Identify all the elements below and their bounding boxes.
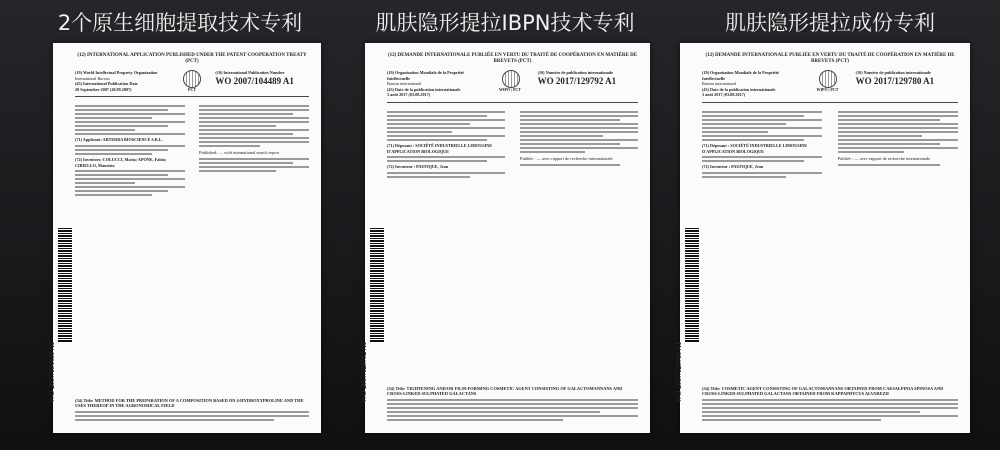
publication-date-label: (43) International Publication Date: [75, 81, 138, 87]
publication-number-label: (10) Numéro de publication internationale: [855, 70, 931, 75]
publication-date: 3 août 2017 (03.08.2017): [387, 92, 431, 98]
wipo-emblem-icon: WIPO | PCT: [812, 70, 842, 90]
organization: (19) Organisation Mondiale de la Propriété Intellectuelle: [702, 70, 780, 81]
heading-cell-extraction-patents: 2个原生细胞提取技术专利: [57, 11, 303, 35]
inventors: (72) Inventeur : PAUFIQUE, Jean: [702, 164, 764, 170]
applicant: (71) Applicant: ARTERRA BIOSCIENCE S.R.L.: [75, 137, 163, 143]
publication-number: WO 2007/104489 A1: [215, 75, 294, 86]
organization: (19) Organisation Mondiale de la Propriété Intellectuelle: [387, 70, 465, 81]
side-publication-number: WO 2007/104489 A1: [48, 341, 56, 403]
publication-date: 20 September 2007 (20.09.2007): [75, 86, 132, 92]
patent-title: (54) Title: METHOD FOR THE PREPARATION OF A COMPOSITION BASED ON 4-HYDROXYPROLINE AND THE USES THEREOF IN THE AGRONOMICAL FIELD: [75, 397, 304, 409]
side-publication-number: WO 2017/129780 A1: [675, 341, 683, 403]
patent-title: (54) Title: COSMETIC AGENT CONSISTING OF GALACTOMANNANS OBTAINED FROM CAESALPINIA SPINOSA AND CROSS-LINKED SULPHATED GALACTANS OBTAINED FROM KAPPAPHYCUS ALVAREZII: [702, 385, 944, 397]
patent-document-2: [360, 43, 650, 433]
publication-date-label: (43) Date de la publication internationale: [702, 86, 776, 92]
inventors: (72) Inventors: COLUCCI, Maria; APONE, Fabio; CIRIELLO, Maurizio: [75, 156, 167, 168]
applicant: (71) Déposant : SOCIÉTÉ INDUSTRIELLE LIMOUSINE D'APPLICATION BIOLOGIQUE: [387, 142, 493, 154]
organization-sub: Bureau international: [387, 81, 422, 87]
document-header: (12) DEMANDE INTERNATIONALE PUBLIÉE EN VERTU DU TRAITÉ DE COOPÉRATION EN MATIÈRE DE BREVETS (PCT): [387, 53, 638, 64]
published-note: Published: — with international search report: [199, 150, 280, 156]
abstract-section: [702, 386, 958, 423]
patent-document-3: [675, 43, 970, 433]
publication-number: WO 2017/129792 A1: [537, 75, 617, 86]
publication-date: 3 août 2017 (03.08.2017): [702, 92, 746, 98]
barcode: [370, 228, 384, 343]
abstract-section: [75, 398, 309, 423]
publication-date-label: (43) Date de la publication internationale: [387, 86, 461, 92]
published-note: Publiée : — avec rapport de recherche internationale: [837, 155, 931, 161]
inventors: (72) Inventeur : PAUFIQUE, Jean: [387, 164, 449, 170]
patent-document-1: [48, 43, 321, 433]
heading-ingredient-patent: 肌肤隐形提拉成份专利: [725, 11, 935, 35]
applicant: (71) Déposant : SOCIÉTÉ INDUSTRIELLE LIMOUSINE D'APPLICATION BIOLOGIQUE: [702, 142, 808, 154]
heading-ibpn-patent: 肌肤隐形提拉IBPN技术专利: [375, 11, 635, 35]
document-header: (12) DEMANDE INTERNATIONALE PUBLIÉE EN VERTU DU TRAITÉ DE COOPÉRATION EN MATIÈRE DE BREVETS (PCT): [705, 53, 955, 64]
publication-number-label: (10) Numéro de publication internationale: [537, 70, 613, 75]
side-publication-number: WO 2017/129792 A1: [360, 341, 368, 403]
publication-number: WO 2017/129780 A1: [855, 75, 935, 86]
organization: (19) World Intellectual Property Organization: [75, 70, 158, 75]
patent-title: (54) Title: TIGHTENING AND/OR FILM-FORMING COSMETIC AGENT CONSISTING OF GALACTOMANNANS AND CROSS-LINKED SULPHATED GALACTANS: [387, 385, 623, 397]
published-note: Publiée : — avec rapport de recherche internationale: [520, 155, 613, 161]
document-header: (12) INTERNATIONAL APPLICATION PUBLISHED UNDER THE PATENT COOPERATION TREATY (PCT): [77, 53, 307, 64]
abstract-section: [387, 386, 638, 423]
organization-sub: Bureau international: [702, 81, 737, 87]
barcode: [685, 228, 699, 343]
organization-sub: International Bureau: [75, 75, 110, 81]
publication-number-label: (10) International Publication Number: [215, 70, 285, 75]
wipo-emblem-icon: PCT: [180, 70, 204, 90]
wipo-emblem-icon: WIPO | PCT: [495, 70, 525, 90]
barcode: [58, 228, 72, 343]
